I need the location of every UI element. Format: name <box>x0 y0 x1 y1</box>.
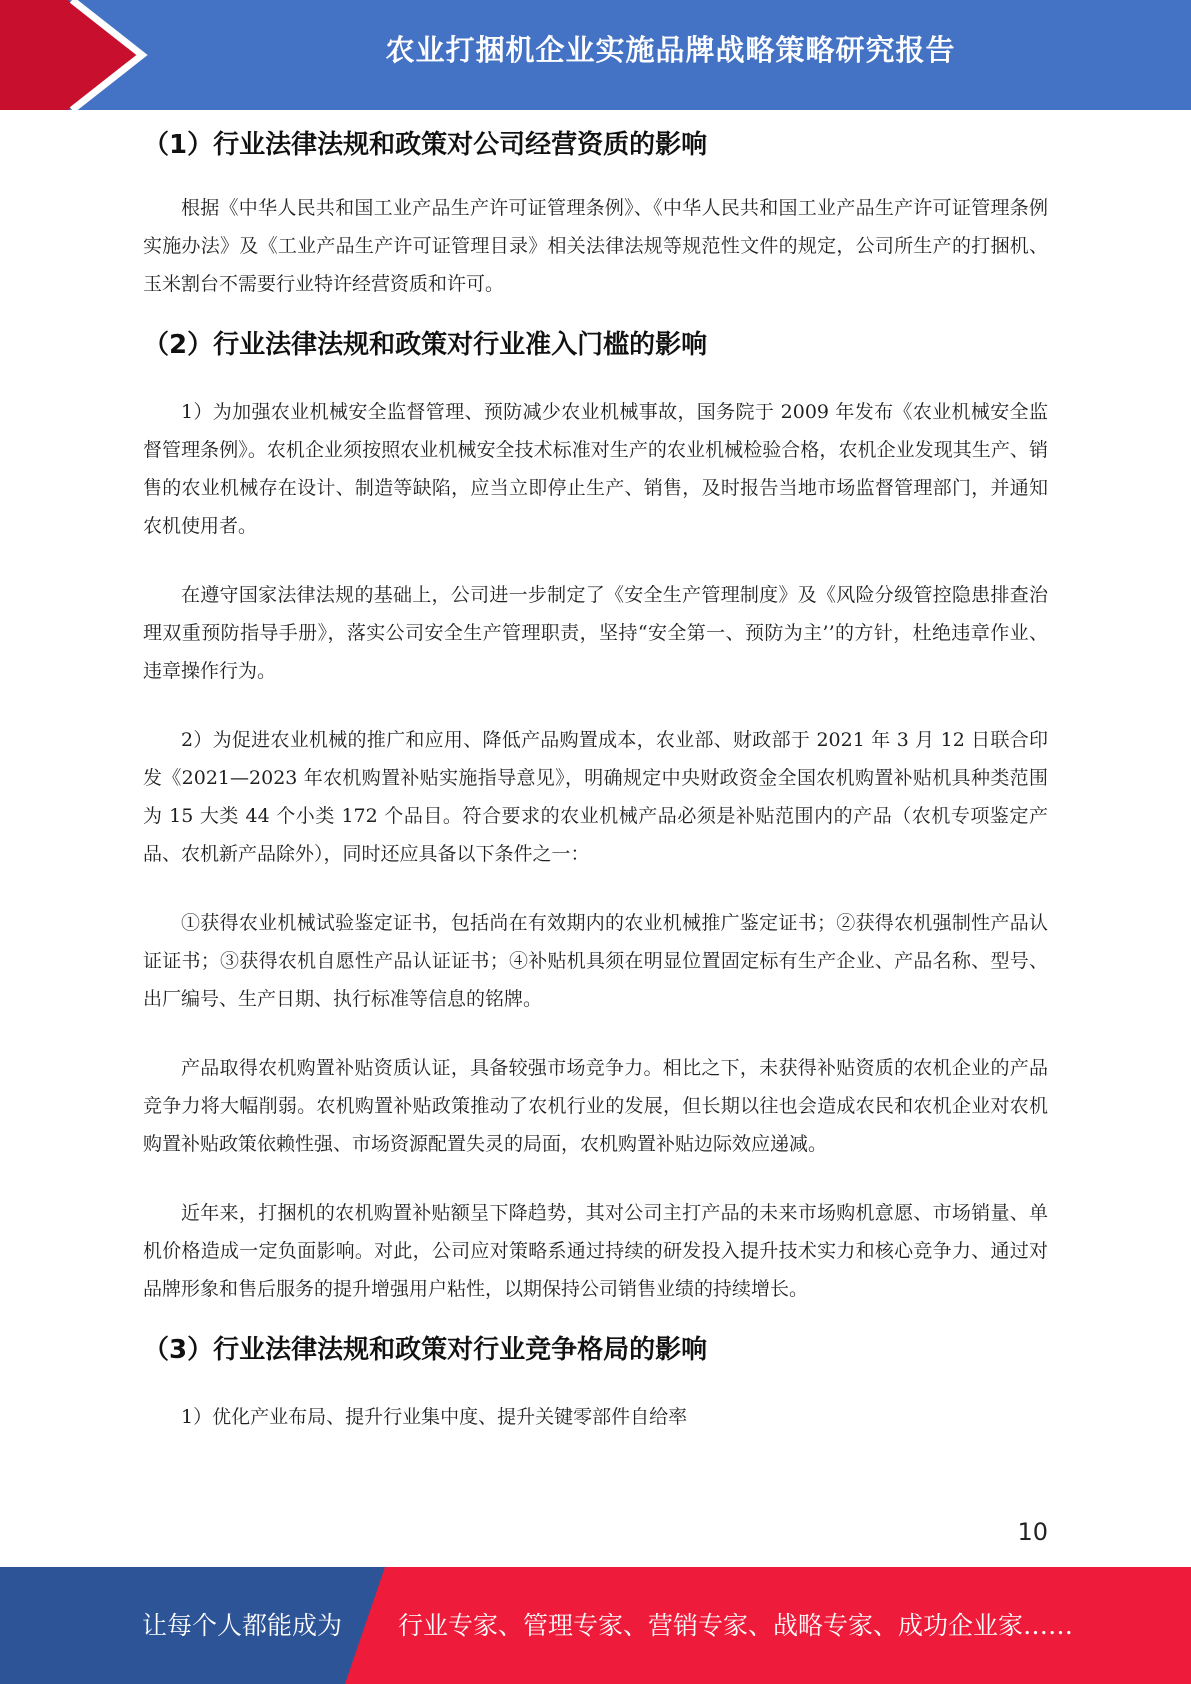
footer-slogan-right: 行业专家、管理专家、营销专家、战略专家、成功企业家…… <box>398 1611 1074 1640</box>
report-title: 农业打捆机企业实施品牌战略策略研究报告 <box>385 33 956 67</box>
paragraph: 1）优化产业布局、提升行业集中度、提升关键零部件自给率 <box>181 1406 688 1428</box>
paragraph: 在遵守国家法律法规的基础上，公司进一步制定了《安全生产管理制度》及《风险分级管控隐患排查治理双重预防指导手册》，落实公司安全生产管理职责，坚持“安全第一、预防为主’’的方针，杜绝违章作业、违章操作行为。 <box>143 584 1048 682</box>
paragraph: 1）为加强农业机械安全监督管理、预防减少农业机械事故，国务院于 2009 年发布《农业机械安全监督管理条例》。农机企业须按照农业机械安全技术标准对生产的农业机械检验合格，农机企业发现其生产、销售的农业机械存在设计、制造等缺陷，应当立即停止生产、销售，及时报告当地市场监督管理部门，并通知农机使用者。 <box>143 401 1048 537</box>
chevron-red-fill <box>0 0 138 110</box>
section-heading-1: （1）行业法律法规和政策对公司经营资质的影响 <box>143 130 708 160</box>
paragraph: 产品取得农机购置补贴资质认证，具备较强市场竞争力。相比之下，未获得补贴资质的农机企业的产品竞争力将大幅削弱。农机购置补贴政策推动了农机行业的发展，但长期以往也会造成农民和农机企业对农机购置补贴政策依赖性强、市场资源配置失灵的局面，农机购置补贴边际效应递减。 <box>143 1057 1048 1155</box>
page-number: 10 <box>1017 1518 1048 1546</box>
document-body <box>143 125 1048 1436</box>
paragraph: 根据《中华人民共和国工业产品生产许可证管理条例》、《中华人民共和国工业产品生产许可证管理条例实施办法》及《工业产品生产许可证管理目录》相关法律法规等规范性文件的规定，公司所生产的打捆机、玉米割台不需要行业特许经营资质和许可。 <box>143 197 1048 295</box>
chevron-arrow-icon <box>0 0 150 110</box>
footer-banner <box>0 1567 1191 1684</box>
section-heading-3: （3）行业法律法规和政策对行业竞争格局的影响 <box>143 1335 708 1365</box>
paragraph: 近年来，打捆机的农机购置补贴额呈下降趋势，其对公司主打产品的未来市场购机意愿、市场销量、单机价格造成一定负面影响。对此，公司应对策略系通过持续的研发投入提升技术实力和核心竞争力、通过对品牌形象和售后服务的提升增强用户粘性，以期保持公司销售业绩的持续增长。 <box>143 1202 1048 1300</box>
header-banner <box>0 0 1191 110</box>
paragraph: 2）为促进农业机械的推广和应用、降低产品购置成本，农业部、财政部于 2021 年 3 月 12 日联合印发《2021—2023 年农机购置补贴实施指导意见》，明确规定中央财政资金全国农机购置补贴机具种类范围为 15 大类 44 个小类 172 个品目。符合要求的农业机械产品必须是补贴范围内的产品（农机专项鉴定产品、农机新产品除外），同时还应具备以下条件之一： <box>143 729 1048 865</box>
footer-slogan-left: 让每个人都能成为 <box>142 1611 343 1640</box>
section-heading-2: （2）行业法律法规和政策对行业准入门槛的影响 <box>143 330 708 360</box>
paragraph: ①获得农业机械试验鉴定证书，包括尚在有效期内的农业机械推广鉴定证书；②获得农机强制性产品认证证书；③获得农机自愿性产品认证证书；④补贴机具须在明显位置固定标有生产企业、产品名称、型号、出厂编号、生产日期、执行标准等信息的铭牌。 <box>143 912 1048 1010</box>
